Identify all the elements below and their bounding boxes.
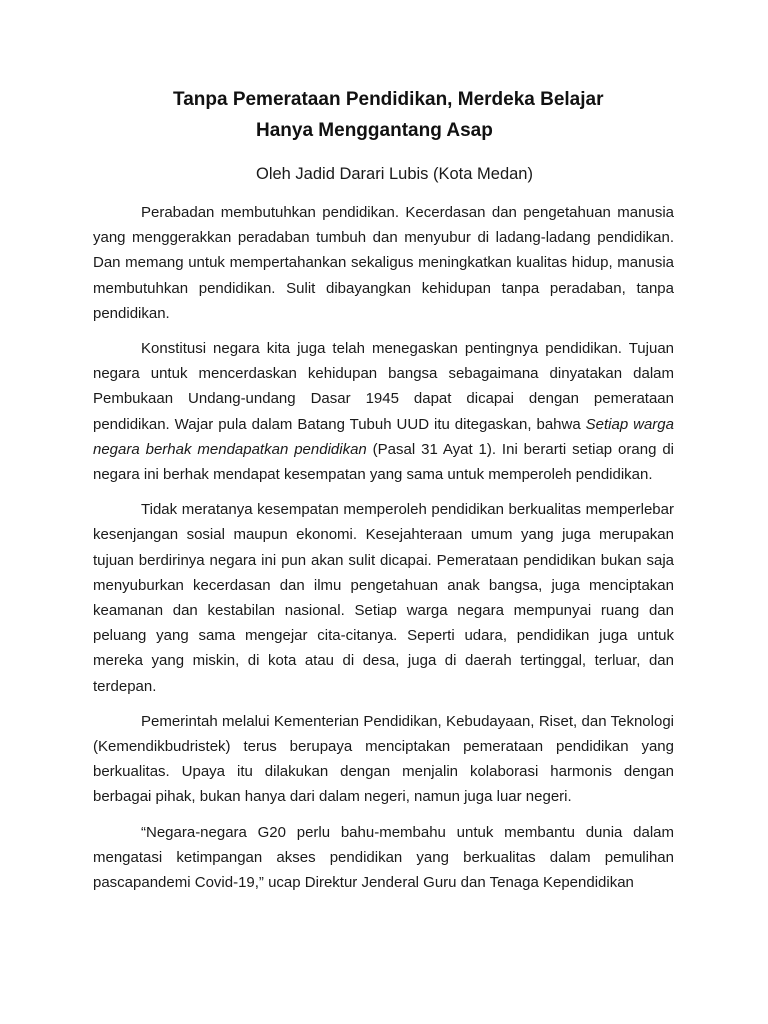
author-byline: Oleh Jadid Darari Lubis (Kota Medan) [256, 165, 533, 183]
paragraph-1: Perabadan membutuhkan pendidikan. Kecerdasan dan pengetahuan manusia yang menggerakkan peradaban tumbuh dan menyubur di ladang-ladang pendidikan. Dan memang untuk mempertahankan sekaligus meningkatkan kualitas hidup, manusia membutuhkan pendidikan. Sulit dibayangkan kehidupan tanpa peradaban, tanpa pendidikan. [93, 204, 674, 322]
paragraph-4: Pemerintah melalui Kementerian Pendidikan, Kebudayaan, Riset, dan Teknologi (Kemendikbudristek) terus berupaya menciptakan pemerataan pendidikan yang berkualitas. Upaya itu dilakukan dengan menjalin kolaborasi harmonis dengan berbagai pihak, bukan hanya dari dalam negeri, namun juga luar negeri. [93, 712, 674, 806]
paragraph-5: “Negara-negara G20 perlu bahu-membahu untuk membantu dunia dalam mengatasi ketimpangan akses pendidikan yang berkualitas dalam pemulihan pascapandemi Covid-19,” ucap Direktur Jenderal Guru dan Tenaga Kependidikan [93, 823, 674, 892]
document-title-line-1: Tanpa Pemerataan Pendidikan, Merdeka Belajar [173, 89, 604, 110]
document-title-line-2: Hanya Menggantang Asap [256, 120, 493, 141]
paragraph-2-text-after: (Pasal 31 Ayat 1). Ini berarti setiap orang di negara ini berhak mendapat kesempatan yang sama untuk memperoleh pendidikan. [93, 440, 674, 484]
paragraph-2-italic-quote: Setiap warga negara berhak mendapatkan pendidikan [93, 415, 674, 458]
article-body [93, 200, 674, 905]
paragraph-3: Tidak meratanya kesempatan memperoleh pendidikan berkualitas memperlebar kesenjangan sosial maupun ekonomi. Kesejahteraan umum yang juga merupakan tujuan berdirinya negara ini pun akan sulit dicapai. Pemerataan pendidikan bukan saja menyuburkan kecerdasan dan ilmu pengetahuan anak bangsa, juga menciptakan keamanan dan kestabilan nasional. Setiap warga negara mempunyai ruang dan peluang yang sama mengejar cita-citanya. Seperti udara, pendidikan juga untuk mereka yang miskin, di kota atau di desa, juga di daerah tertinggal, terluar, dan terdepan. [93, 501, 674, 695]
paragraph-2-text-before: Konstitusi negara kita juga telah menegaskan pentingnya pendidikan. Tujuan negara untuk mencerdaskan kehidupan bangsa sebagaimana dinyatakan dalam Pembukaan Undang-undang Dasar 1945 dapat dicapai dengan pemerataan pendidikan. Wajar pula dalam Batang Tubuh UUD itu ditegaskan, bahwa [93, 340, 674, 433]
paragraph-2 [93, 336, 674, 487]
